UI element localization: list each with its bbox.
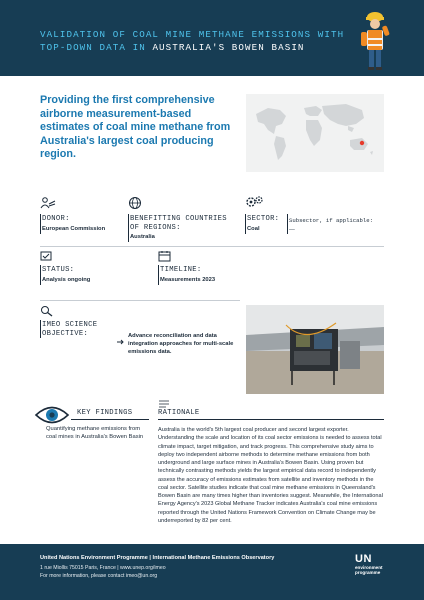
divider: [158, 419, 384, 420]
divider: [128, 214, 129, 242]
imeo-objective-label-block: [42, 321, 114, 338]
status-icon: [40, 250, 54, 262]
sector-fact: [247, 215, 287, 232]
status-value: Analysis ongoing: [42, 276, 91, 283]
key-findings-text: Quantifying methane emissions from coal mines in Australia's Bowen Basin: [46, 426, 144, 440]
countries-label: BENEFITTING COUNTRIES OF REGIONS:: [130, 215, 227, 232]
sector-value: Coal: [247, 225, 260, 232]
divider: [158, 265, 159, 285]
sector-label: SECTOR:: [247, 215, 280, 223]
location-marker-icon: [360, 141, 364, 145]
imeo-objective-value: Advance reconciliation and data integration approaches for multi-scale emissions data.: [128, 333, 234, 355]
world-map-icon: [246, 94, 384, 172]
page-title-main: VALIDATION OF COAL MINE METHANE EMISSIONS WITH TOP-DOWN DATA IN: [40, 29, 345, 53]
page-title: [40, 28, 350, 54]
section-divider: [40, 246, 384, 247]
subsector-label: Subsector, if applicable:: [289, 217, 373, 224]
countries-value: Australia: [130, 234, 155, 240]
imeo-objective-label: IMEO SCIENCE OBJECTIVE:: [42, 321, 98, 338]
footer-contact: For more information, please contact imeo@un.org: [40, 573, 158, 579]
globe-icon: [128, 196, 144, 210]
page-title-highlight: AUSTRALIA'S BOWEN BASIN: [152, 42, 305, 53]
rationale-text: Australia is the world's 5th largest coal producer and second largest exporter. Understanding the scale and location of its coal sector emissions is needed to assess total climate impact, target mitigation, and track progress. This comprehensive study aims to deploy two independent airborne methods to determine methane emissions from both underground and large surface mines in Australia's Bowen Basin. Using proven but technically contrasting methods yields the largest empirical data record to independently assess the accuracy of emissions estimates from satellite and inventory methods in the coal sector. Satellite studies indicate that coal mine methane emissions in Queensland's Bowen Basin are many times higher than inventories suggest. Meanwhile, the International Energy Agency's 2023 Global Methane Tracker indicates Australia's coal mine emissions reported through the United Nations Framework Convention on Climate Change may be underreported by 82 per cent.: [158, 427, 383, 524]
timeline-value: Measurements 2023: [160, 276, 216, 283]
divider: [287, 214, 288, 234]
unep-logo-environment: environment: [355, 565, 383, 570]
arrow-icon: [117, 332, 127, 350]
divider: [245, 214, 246, 234]
footer-org: United Nations Environment Programme | International Methane Emissions Observatory: [40, 555, 275, 561]
aircraft-instrument-photo: [246, 305, 384, 394]
section-divider: [40, 300, 240, 301]
countries-fact: [130, 215, 240, 240]
divider: [40, 320, 41, 338]
status-fact: [42, 266, 122, 283]
unep-logo: [355, 553, 395, 583]
eye-icon: [34, 402, 70, 428]
donor-icon: [40, 196, 56, 210]
magnifier-icon: [40, 305, 54, 317]
gears-icon: [245, 194, 265, 210]
unep-logo-un: UN: [355, 553, 372, 565]
timeline-label: TIMELINE:: [160, 266, 202, 274]
intro-text: Providing the first comprehensive airborne measurement-based estimates of coal mine methane from Australia's largest coal producing region.: [40, 94, 231, 160]
footer-address: 1 rue Miollis 75015 Paris, France | www.unep.org/imeo: [40, 565, 166, 571]
timeline-fact: [160, 266, 240, 283]
donor-value: European Commission: [42, 225, 106, 232]
key-findings-title: KEY FINDINGS: [77, 409, 133, 417]
rationale-title: RATIONALE: [158, 409, 200, 417]
donor-fact: [42, 215, 122, 232]
calendar-icon: [158, 250, 172, 262]
mine-worker-icon: [355, 8, 395, 72]
subsector-fact: [289, 213, 384, 233]
divider: [40, 214, 41, 234]
divider: [40, 265, 41, 285]
imeo-objective-fact: [128, 330, 240, 356]
subsector-value: —: [289, 227, 295, 233]
unep-logo-programme: programme: [355, 570, 381, 575]
status-label: STATUS:: [42, 266, 75, 274]
header-banner: [0, 0, 424, 76]
footer: [0, 544, 424, 600]
donor-label: DONOR:: [42, 215, 70, 223]
rationale-icon: [158, 400, 170, 408]
divider: [71, 419, 149, 420]
